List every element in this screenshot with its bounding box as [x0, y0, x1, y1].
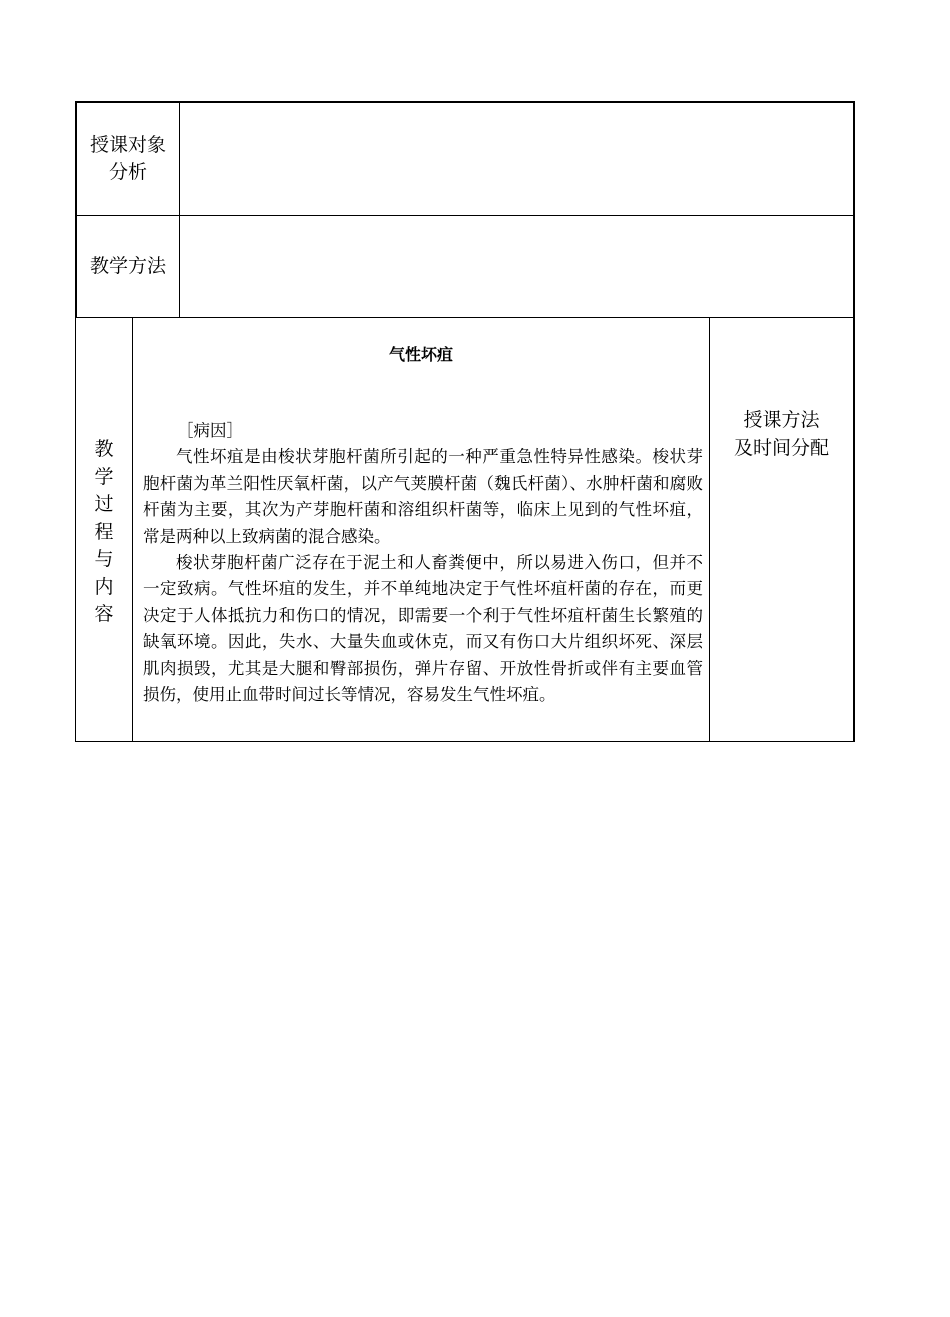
- method-label-cell: [77, 216, 180, 317]
- section-heading: ［病因］: [177, 421, 243, 440]
- process-vertical-label: [76, 436, 132, 629]
- process-label-char: 内: [94, 575, 114, 598]
- method-row: [75, 216, 855, 318]
- process-label-char: 学: [94, 465, 114, 488]
- audience-label-line-2: 分析: [108, 161, 147, 183]
- process-label-char: 过: [94, 493, 114, 515]
- audience-label-cell: [77, 103, 180, 215]
- method-label: 教学方法: [89, 255, 166, 277]
- process-label-char: 容: [94, 603, 114, 625]
- content-cell: [133, 318, 710, 741]
- method-value-cell: [180, 216, 853, 317]
- lesson-title: 气性坏疽: [388, 345, 453, 364]
- lesson-body: [143, 418, 703, 708]
- method-time-label-line-2: 及时间分配: [733, 437, 829, 459]
- process-label-char: 程: [94, 520, 114, 543]
- method-time-cell: [710, 318, 853, 741]
- process-label-cell: [76, 318, 133, 741]
- audience-label-line-1: 授课对象: [89, 134, 166, 156]
- audience-row: [75, 101, 855, 216]
- paragraph: 梭状芽胞杆菌广泛存在于泥土和人畜粪便中，所以易进入伤口，但并不一定致病。气性坏疽的发生，并不单纯地决定于气性坏疽杆菌的存在，而更决定于人体抵抗力和伤口的情况，即需要一个利于气性坏疽杆菌生长繁殖的缺氧环境。因此，失水、大量失血或休克，而又有伤口大片组织坏死、深层肌肉损毁，尤其是大腿和臀部损伤，弹片存留、开放性骨折或伴有主要血管损伤，使用止血带时间过长等情况，容易发生气性坏疽。: [143, 553, 703, 705]
- paragraph: 气性坏疽是由梭状芽胞杆菌所引起的一种严重急性特异性感染。梭状芽胞杆菌为革兰阳性厌氧杆菌，以产气荚膜杆菌（魏氏杆菌）、水肿杆菌和腐败杆菌为主要，其次为产芽胞杆菌和溶组织杆菌等，临床上见到的气性坏疽，常是两种以上致病菌的混合感染。: [143, 447, 703, 546]
- process-row: [75, 318, 855, 742]
- audience-value-cell: [180, 103, 853, 215]
- method-time-label: [710, 406, 853, 462]
- lesson-plan-table: [75, 101, 855, 742]
- process-label-char: 与: [94, 548, 114, 570]
- process-label-char: 教: [94, 438, 114, 460]
- method-time-label-line-1: 授课方法: [743, 409, 820, 431]
